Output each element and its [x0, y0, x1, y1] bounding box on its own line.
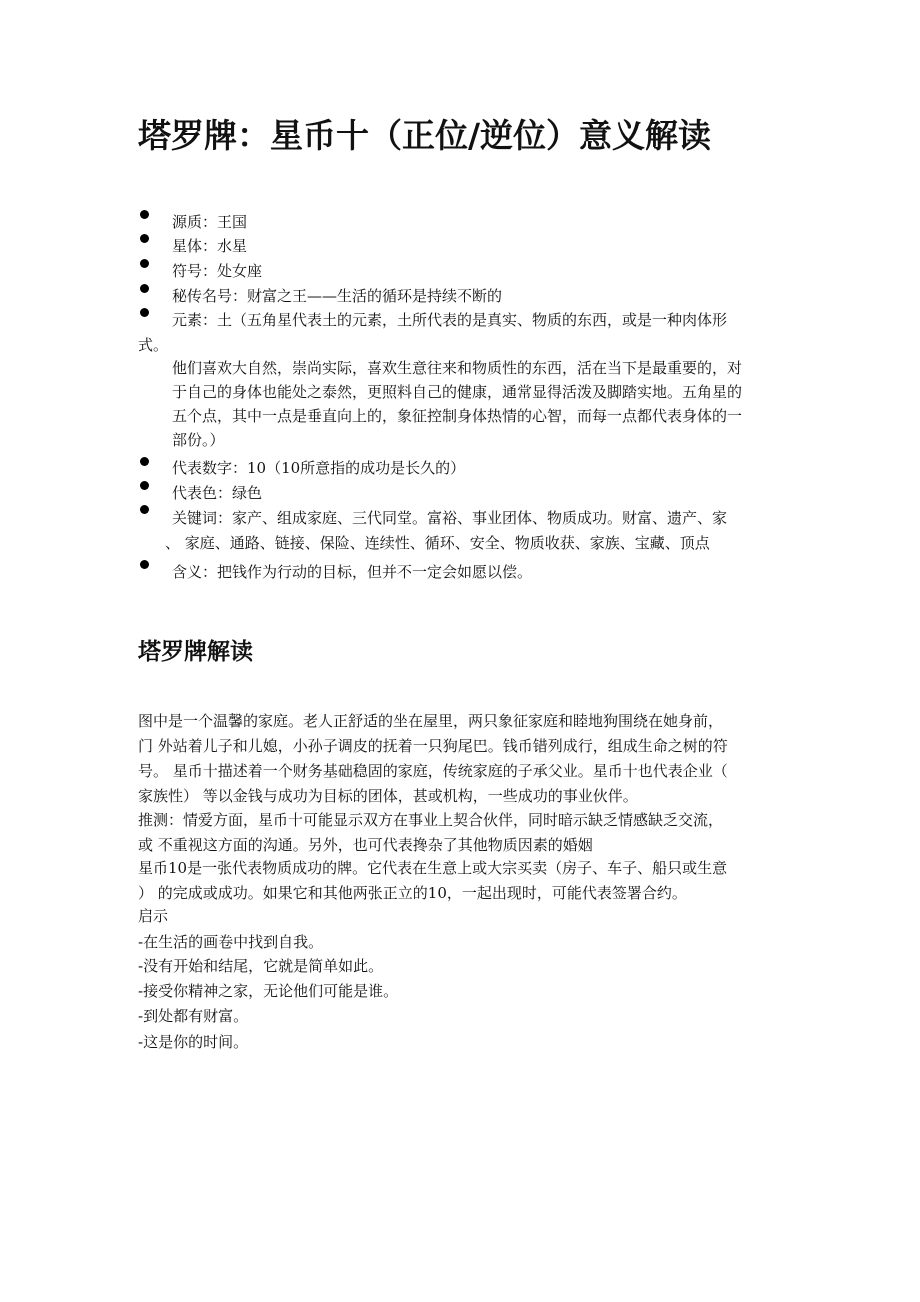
- section-heading: 塔罗牌解读: [138, 639, 253, 665]
- page-title: 塔罗牌：星币十（正位/逆位）意义解读: [138, 116, 712, 155]
- body-line: 星币10是一张代表物质成功的牌。它代表在生意上或大宗买卖（房子、车子、船只或生意: [138, 859, 728, 877]
- body-line: -这是你的时间。: [138, 1033, 249, 1051]
- body-line: 或 不重视这方面的沟通。另外，也可代表搀杂了其他物质因素的婚姻: [138, 836, 593, 854]
- bullet-icon: [140, 234, 149, 243]
- body-line: 图中是一个温馨的家庭。老人正舒适的坐在屋里，两只象征家庭和睦地狗围绕在她身前，: [138, 712, 724, 730]
- list-item: 符号：处女座: [172, 262, 263, 280]
- body-line: 启示: [138, 907, 169, 925]
- list-item-continuation: 、 家庭、通路、链接、保险、连续性、循环、安全、物质收获、家族、宝藏、顶点: [165, 534, 710, 552]
- bullet-icon: [140, 505, 149, 514]
- body-line: 家族性） 等以金钱与成功为目标的团体，甚或机构，一些成功的事业伙伴。: [138, 787, 638, 805]
- bullet-icon: [140, 210, 149, 219]
- list-item: 秘传名号：财富之王——生活的循环是持续不断的: [172, 287, 503, 305]
- body-line: 门 外站着儿子和儿媳，小孙子调皮的抚着一只狗尾巴。钱币错列成行，组成生命之树的符: [138, 737, 728, 755]
- bullet-icon: [140, 308, 149, 317]
- list-item: 含义：把钱作为行动的目标，但并不一定会如愿以偿。: [172, 563, 533, 581]
- bullet-icon: [140, 481, 149, 490]
- list-item: 源质：王国: [172, 213, 248, 231]
- list-item: 星体：水星: [172, 237, 248, 255]
- list-item-continuation: 他们喜欢大自然，崇尚实际，喜欢生意往来和物质性的东西，活在当下是最重要的，对: [172, 359, 743, 377]
- list-item-continuation: 式。: [138, 336, 169, 354]
- body-line: -在生活的画卷中找到自我。: [138, 933, 324, 951]
- bullet-icon: [140, 560, 149, 569]
- list-item-continuation: 于自己的身体也能处之泰然，更照料自己的健康，通常显得活泼及脚踏实地。五角星的: [172, 383, 743, 401]
- body-line: -到处都有财富。: [138, 1007, 249, 1025]
- bullet-icon: [140, 284, 149, 293]
- list-item-continuation: 部份。）: [172, 431, 225, 449]
- list-item: 代表色：绿色: [172, 484, 263, 502]
- body-line: 推测：情爱方面，星币十可能显示双方在事业上契合伙伴，同时暗示缺乏情感缺乏交流，: [138, 811, 724, 829]
- list-item: 关键词：家产、组成家庭、三代同堂。富裕、事业团体、物质成功。财富、遗产、家: [172, 509, 728, 527]
- bullet-icon: [140, 259, 149, 268]
- list-item: 代表数字：10（10所意指的成功是长久的）: [172, 459, 466, 477]
- list-item: 元素：土（五角星代表土的元素，土所代表的是真实、物质的东西，或是一种肉体形: [172, 311, 728, 329]
- bullet-icon: [140, 457, 149, 466]
- body-line: -接受你精神之家，无论他们可能是谁。: [138, 982, 399, 1000]
- body-line: -没有开始和结尾，它就是简单如此。: [138, 957, 384, 975]
- list-item-continuation: 五个点，其中一点是垂直向上的，象征控制身体热情的心智，而每一点都代表身体的一: [172, 407, 743, 425]
- body-line: ） 的完成或成功。如果它和其他两张正立的10，一起出现时，可能代表签署合约。: [138, 884, 687, 902]
- body-line: 号。 星币十描述着一个财务基础稳固的家庭，传统家庭的子承父业。星币十也代表企业（: [138, 762, 728, 780]
